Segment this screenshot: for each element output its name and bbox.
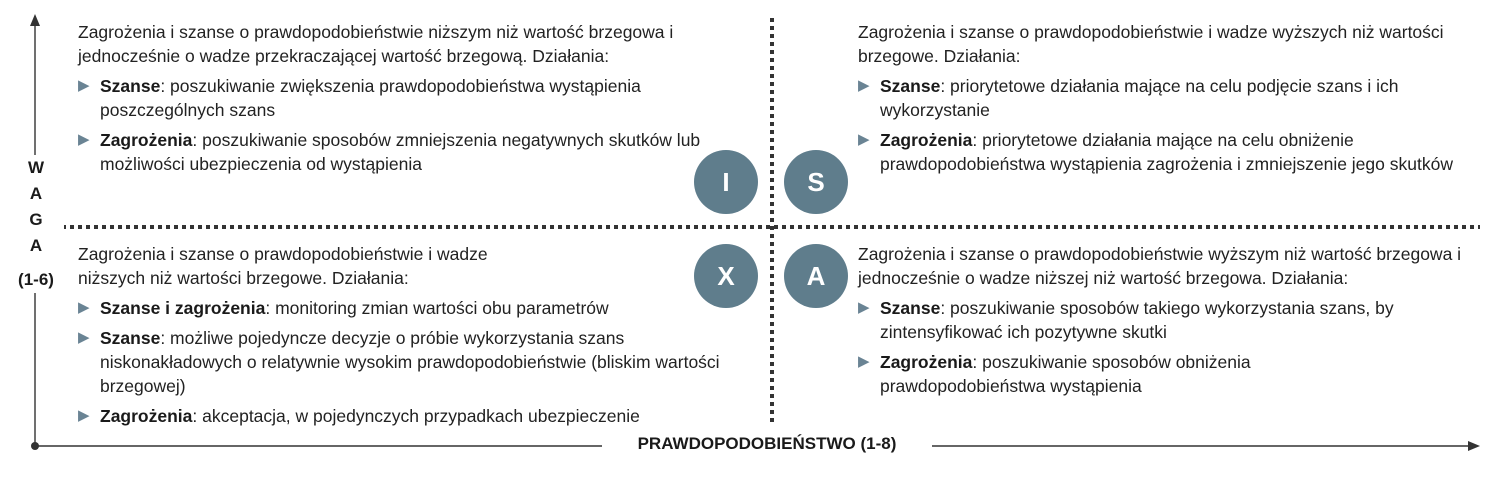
y-axis-letter: W	[27, 158, 45, 177]
x-axis-arrowhead	[1468, 441, 1480, 451]
y-axis-letter: G	[29, 210, 43, 229]
list-item	[858, 350, 1360, 398]
triangle-right-icon: ▶	[858, 77, 870, 94]
y-axis-label	[8, 155, 64, 293]
triangle-right-icon: ▶	[78, 299, 90, 316]
item-text: : priorytetowe działania mające na celu podjęcie szans i ich wykorzystanie	[880, 76, 1399, 120]
list-item	[78, 326, 730, 398]
triangle-right-icon: ▶	[858, 353, 870, 370]
quadrant-intro: Zagrożenia i szanse o prawdopodobieństwie i wadze niższych niż wartości brzegowe. Działania:	[78, 244, 488, 288]
y-axis-arrowhead	[30, 14, 40, 26]
quadrant-intro: Zagrożenia i szanse o prawdopodobieństwie i wadze wyższych niż wartości brzegowe. Działania:	[858, 22, 1444, 66]
list-item	[78, 296, 718, 320]
y-axis-letter: A	[29, 236, 43, 255]
item-text: : monitoring zmian wartości obu parametrów	[265, 298, 609, 318]
quadrant-i	[78, 20, 718, 182]
item-term: Zagrożenia	[880, 352, 973, 372]
triangle-right-icon: ▶	[78, 407, 90, 424]
quadrant-intro: Zagrożenia i szanse o prawdopodobieństwie wyższym niż wartość brzegowa i jednocześnie o wadze niższej niż wartość brzegowa. Działania:	[858, 244, 1462, 288]
list-item	[858, 74, 1473, 122]
quadrant-x	[78, 242, 718, 434]
quadrant-badge-i: I	[694, 150, 758, 214]
list-item	[78, 404, 718, 428]
axis-origin-dot	[31, 442, 39, 450]
triangle-right-icon: ▶	[78, 329, 90, 346]
item-text: : możliwe pojedyncze decyzje o próbie wykorzystania szans niskonakładowych o relatywnie wysokim prawdopodobieństwie (bliskim wartości brzegowej)	[100, 328, 720, 396]
item-term: Zagrożenia	[100, 130, 193, 150]
triangle-right-icon: ▶	[78, 131, 90, 148]
item-term: Szanse i zagrożenia	[100, 298, 266, 318]
list-item	[858, 128, 1473, 176]
list-item	[78, 128, 710, 176]
item-text: : priorytetowe działania mające na celu obniżenie prawdopodobieństwa wystąpienia zagrożenia i zmniejszenie jego skutków	[880, 130, 1453, 174]
item-text: : poszukiwanie sposobów takiego wykorzystania szans, by zintensyfikować ich pozytywne skutki	[880, 298, 1394, 342]
quadrant-badge-a: A	[784, 244, 848, 308]
item-term: Szanse	[100, 76, 161, 96]
item-term: Szanse	[880, 298, 941, 318]
item-term: Zagrożenia	[880, 130, 973, 150]
list-item	[78, 74, 718, 122]
quadrant-badge-s: S	[784, 150, 848, 214]
item-text: : akceptacja, w pojedynczych przypadkach ubezpieczenie	[192, 406, 640, 426]
y-axis-range: (1-6)	[18, 270, 54, 289]
item-term: Szanse	[880, 76, 941, 96]
quadrant-a	[858, 242, 1473, 404]
x-axis-label: PRAWDOPODOBIEŃSTWO (1-8)	[602, 434, 932, 454]
triangle-right-icon: ▶	[858, 131, 870, 148]
item-term: Szanse	[100, 328, 161, 348]
quadrant-intro: Zagrożenia i szanse o prawdopodobieństwie niższym niż wartość brzegowa i jednocześnie o wadze przekraczającej wartość brzegową. Działania:	[78, 22, 674, 66]
item-term: Zagrożenia	[100, 406, 193, 426]
triangle-right-icon: ▶	[78, 77, 90, 94]
quadrant-s	[858, 20, 1473, 182]
item-text: : poszukiwanie sposobów obniżenia prawdopodobieństwa wystąpienia	[880, 352, 1251, 396]
item-text: : poszukiwanie sposobów zmniejszenia negatywnych skutków lub możliwości ubezpieczenia od wystąpienia	[100, 130, 701, 174]
list-item	[858, 296, 1473, 344]
y-axis-letter: A	[29, 184, 43, 203]
triangle-right-icon: ▶	[858, 299, 870, 316]
item-text: : poszukiwanie zwiększenia prawdopodobieństwa wystąpienia poszczególnych szans	[100, 76, 641, 120]
quadrant-badge-x: X	[694, 244, 758, 308]
